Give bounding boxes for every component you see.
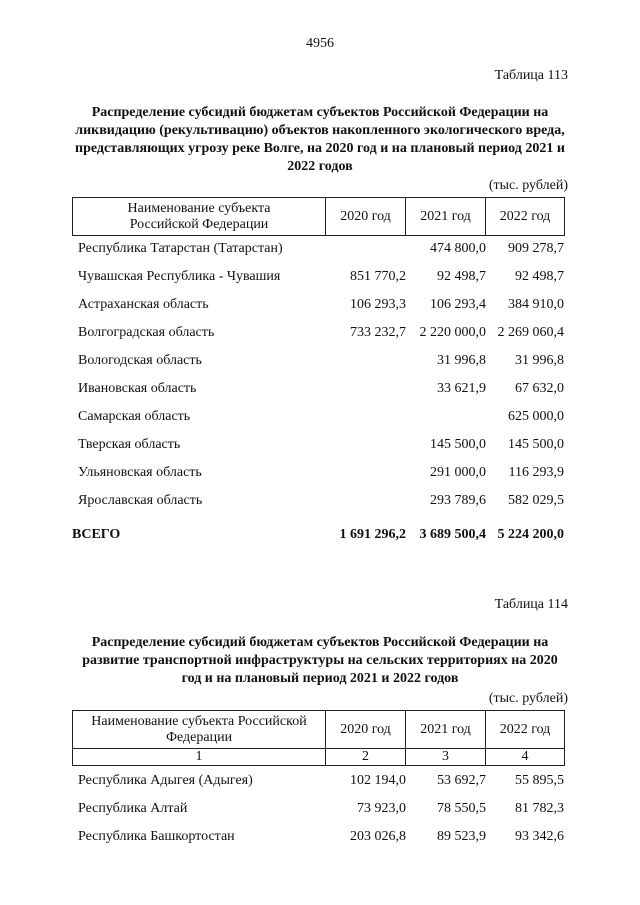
row-value-2022: 2 269 060,4 <box>497 325 564 340</box>
total-value-2021: 3 689 500,4 <box>419 527 486 542</box>
row-value-2022: 67 632,0 <box>515 381 564 396</box>
total-value-2020: 1 691 296,2 <box>339 527 406 542</box>
row-name: Республика Татарстан (Татарстан) <box>78 241 283 256</box>
table-row <box>72 241 568 269</box>
column-header-name <box>73 711 326 749</box>
table-row <box>72 297 568 325</box>
total-row <box>72 527 568 555</box>
column-number-1: 1 <box>73 749 326 766</box>
row-value-2020: 102 194,0 <box>350 773 406 788</box>
table-row <box>72 437 568 465</box>
column-header-2022: 2022 год <box>486 198 565 236</box>
column-number-2: 2 <box>326 749 406 766</box>
column-header-2022: 2022 год <box>486 711 565 749</box>
table-row <box>72 465 568 493</box>
row-value-2020: 733 232,7 <box>350 325 406 340</box>
row-value-2021: 31 996,8 <box>437 353 486 368</box>
column-header-name-line1: Наименование субъекта <box>127 200 271 216</box>
row-value-2022: 81 782,3 <box>515 801 564 816</box>
page-number: 4956 <box>306 36 334 51</box>
table-row <box>72 801 568 829</box>
column-header-2021: 2021 год <box>406 711 486 749</box>
row-value-2021: 145 500,0 <box>430 437 486 452</box>
table-row <box>72 269 568 297</box>
column-header-2020: 2020 год <box>326 711 406 749</box>
column-header-2020: 2020 год <box>326 198 406 236</box>
row-value-2021: 53 692,7 <box>437 773 486 788</box>
total-label: ВСЕГО <box>72 527 121 542</box>
row-value-2022: 55 895,5 <box>515 773 564 788</box>
table-114-body <box>72 773 568 857</box>
column-header-2021: 2021 год <box>406 198 486 236</box>
row-value-2020: 73 923,0 <box>357 801 406 816</box>
table-row <box>72 493 568 521</box>
column-header-name-line2: Федерации <box>165 729 233 745</box>
row-name: Республика Башкортостан <box>78 829 235 844</box>
table-114-label: Таблица 114 <box>494 597 568 612</box>
table-114-units: (тыс. рублей) <box>488 691 568 706</box>
row-name: Республика Адыгея (Адыгея) <box>78 773 253 788</box>
row-value-2020: 203 026,8 <box>350 829 406 844</box>
table-row <box>72 353 568 381</box>
row-value-2021: 474 800,0 <box>430 241 486 256</box>
table-row <box>72 325 568 353</box>
row-value-2022: 145 500,0 <box>508 437 564 452</box>
row-name: Самарская область <box>78 409 191 424</box>
table-row <box>72 773 568 801</box>
row-value-2021: 33 621,9 <box>437 381 486 396</box>
row-value-2022: 384 910,0 <box>508 297 564 312</box>
row-value-2022: 116 293,9 <box>508 465 564 480</box>
row-value-2021: 2 220 000,0 <box>419 325 486 340</box>
table-114-header <box>72 710 565 766</box>
row-value-2022: 31 996,8 <box>515 353 564 368</box>
row-value-2020: 106 293,3 <box>350 297 406 312</box>
row-value-2021: 89 523,9 <box>437 829 486 844</box>
row-value-2021: 106 293,4 <box>430 297 486 312</box>
column-header-name-line2: Российской Федерации <box>129 216 269 232</box>
column-number-3: 3 <box>406 749 486 766</box>
table-113-units: (тыс. рублей) <box>488 178 568 193</box>
row-value-2021: 92 498,7 <box>437 269 486 284</box>
row-value-2021: 78 550,5 <box>437 801 486 816</box>
table-row <box>72 829 568 857</box>
table-row <box>72 381 568 409</box>
column-header-name-line1: Наименование субъекта Российской <box>91 713 307 729</box>
row-value-2022: 93 342,6 <box>515 829 564 844</box>
row-value-2020: 851 770,2 <box>350 269 406 284</box>
row-value-2021: 293 789,6 <box>430 493 486 508</box>
table-114-title: Распределение субсидий бюджетам субъектов Российской Федерации на развитие транспортной инфраструктуры на сельских территориях на 2020 год и на плановый период 2021 и 2022 годов <box>82 635 558 686</box>
row-name: Ивановская область <box>78 381 197 396</box>
row-name: Волгоградская область <box>78 325 215 340</box>
row-value-2022: 582 029,5 <box>508 493 564 508</box>
row-value-2022: 909 278,7 <box>508 241 564 256</box>
row-name: Чувашская Республика - Чувашия <box>78 269 281 284</box>
row-value-2022: 625 000,0 <box>508 409 564 424</box>
column-number-4: 4 <box>486 749 565 766</box>
table-113-label: Таблица 113 <box>494 68 568 83</box>
row-name: Вологодская область <box>78 353 202 368</box>
table-row <box>72 409 568 437</box>
row-value-2022: 92 498,7 <box>515 269 564 284</box>
row-name: Ульяновская область <box>78 465 202 480</box>
row-name: Ярославская область <box>78 493 203 508</box>
table-113-title: Распределение субсидий бюджетам субъектов Российской Федерации на ликвидацию (рекультивацию) объектов накопленного экологического вреда, представляющих угрозу реке Волге, на 2020 год и на плановый период 2021 и 2022 годов <box>75 105 565 174</box>
total-value-2022: 5 224 200,0 <box>497 527 564 542</box>
row-name: Астраханская область <box>78 297 209 312</box>
row-name: Республика Алтай <box>78 801 188 816</box>
column-header-name <box>73 198 326 236</box>
table-113-header <box>72 197 565 236</box>
row-value-2021: 291 000,0 <box>430 465 486 480</box>
row-name: Тверская область <box>78 437 181 452</box>
table-113-body <box>72 241 568 555</box>
